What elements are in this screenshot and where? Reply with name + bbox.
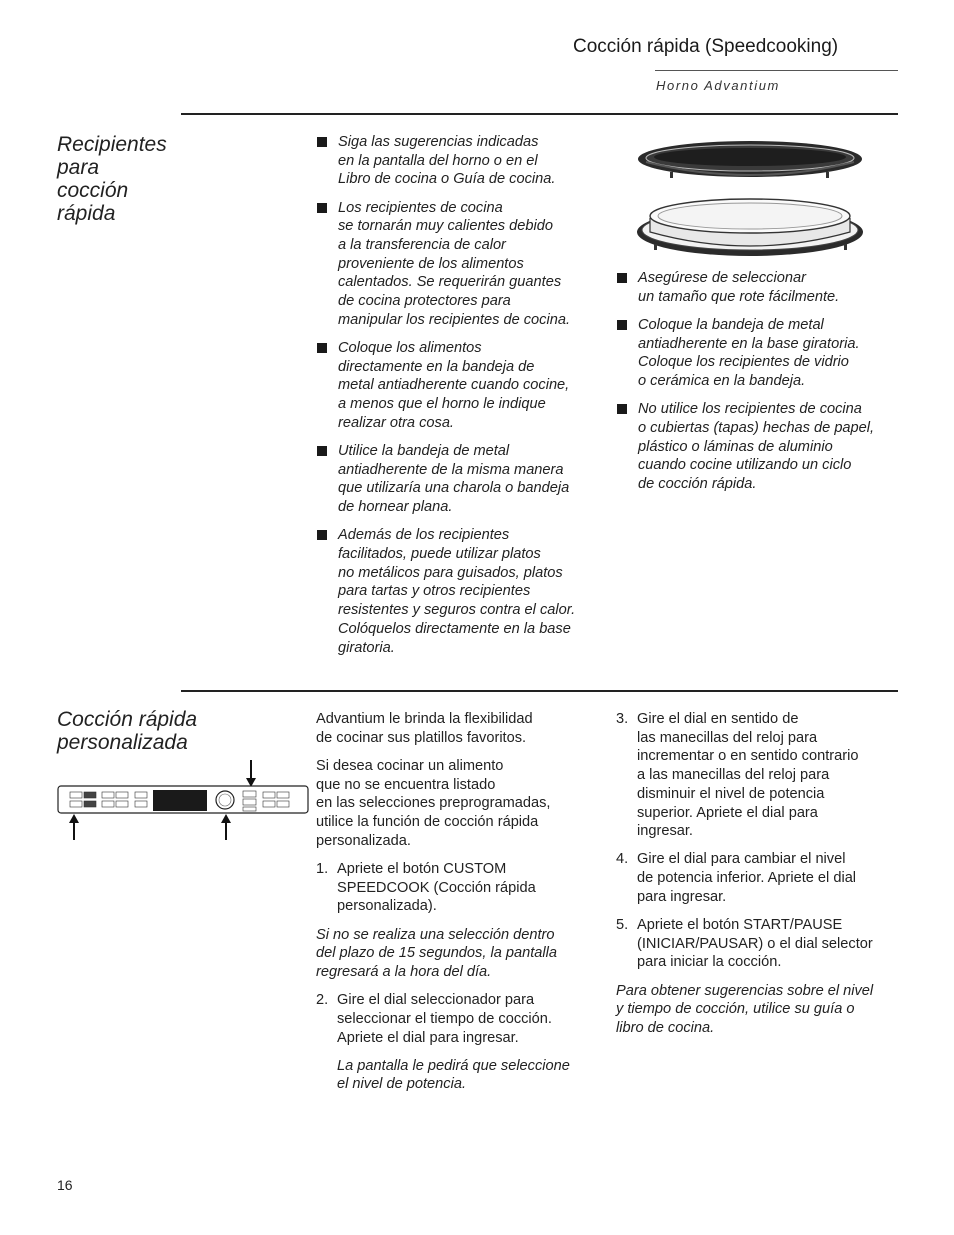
page-title: Cocción rápida (Speedcooking) [573,36,839,57]
section2-right-column [616,710,908,1047]
page-number: 16 [57,1177,73,1193]
bullet-item: Los recipientes de cocina se tornarán muy calientes debido a la transferencia de calor proveniente de los alimentos calentados. Se requerirán guantes de cocina protectores para manipular los recipientes de cocina. [316,199,606,330]
bullet-square-icon [617,273,627,283]
bullet-square-icon [317,343,327,353]
step-1-note: Si no se realiza una selección dentro del plazo de 15 segundos, la pantalla regresará a la hora del día. [316,926,557,980]
heading-line: Cocción rápida [57,708,198,731]
bullet-item: Siga las sugerencias indicadas en la pantalla del horno o en el Libro de cocina o Guía de cocina. [316,133,606,189]
bullet-item: Asegúrese de seleccionar un tamaño que rote fácilmente. [616,269,906,306]
section2-left-column [316,710,608,1104]
step-3: 3. Gire el dial en sentido de las manecillas del reloj para incrementar o en sentido contrario a las manecillas del reloj para disminuir el nivel de potencia superior. Apriete el dial para ingresar. [616,711,859,840]
bullet-square-icon [317,446,327,456]
bullet-item: Además de los recipientes facilitados, puede utilizar platos no metálicos para guisados, platos para tartas y otros recipientes resistentes y seguros contra el calor. Colóquelos directamente en la base giratoria. [316,526,606,657]
bullet-square-icon [617,320,627,330]
bullet-square-icon [317,137,327,147]
cookware-tray-illustration [632,136,868,262]
final-note: Para obtener sugerencias sobre el nivel y tiempo de cocción, utilice su guía o libro de cocina. [616,982,874,1037]
page-subtitle: Horno Advantium [656,78,780,93]
section-heading-recipientes [57,133,167,225]
title-rule [655,70,898,71]
bullet-item: No utilice los recipientes de cocina o cubiertas (tapas) hechas de papel, plástico o láminas de aluminio cuando cocine utilizando un ciclo de cocción rápida. [616,400,906,494]
bullet-square-icon [617,404,627,414]
bullet-square-icon [317,203,327,213]
intro-paragraph: Advantium le brinda la flexibilidad de cocinar sus platillos favoritos. [316,711,533,746]
step-5: 5. Apriete el botón START/PAUSE (INICIAR/PAUSAR) o el dial selector para iniciar la cocción. [616,917,873,971]
bullet-square-icon [317,530,327,540]
bullet-item: Coloque los alimentos directamente en la bandeja de metal antiadherente cuando cocine, a menos que el horno le indique realizar otra cosa. [316,339,606,433]
step-4: 4. Gire el dial para cambiar el nivel de potencia inferior. Apriete el dial para ingresar. [616,851,857,905]
section1-right-column [616,269,906,503]
bullet-item: Coloque la bandeja de metal antiadherente en la base giratoria. Coloque los recipientes de vidrio o cerámica en la bandeja. [616,316,906,391]
section-heading-coccion-personalizada [57,708,197,754]
intro-paragraph: Si desea cocinar un alimento que no se encuentra listado en las selecciones preprogramadas, utilice la función de cocción rápida personalizada. [316,757,551,849]
section-divider [181,113,898,115]
heading-line: personalizada [57,731,188,754]
bullet-item: Utilice la bandeja de metal antiadherente de la misma manera que utilizaría una charola o bandeja de hornear plana. [316,442,606,517]
step-2-note: La pantalla le pedirá que seleccione el nivel de potencia. [337,1057,570,1093]
heading-line: Recipientes [57,133,167,156]
heading-line: para [57,156,100,179]
step-1: 1. Apriete el botón CUSTOM SPEEDCOOK (Cocción rápida personalizada). [316,860,536,915]
heading-line: rápida [57,202,116,225]
section-divider [181,690,898,692]
heading-line: cocción [57,179,129,202]
step-2: 2. Gire el dial seleccionador para seleccionar el tiempo de cocción. Apriete el dial para ingresar. [316,992,552,1046]
control-panel-illustration [56,758,310,842]
section1-left-column [316,133,606,667]
